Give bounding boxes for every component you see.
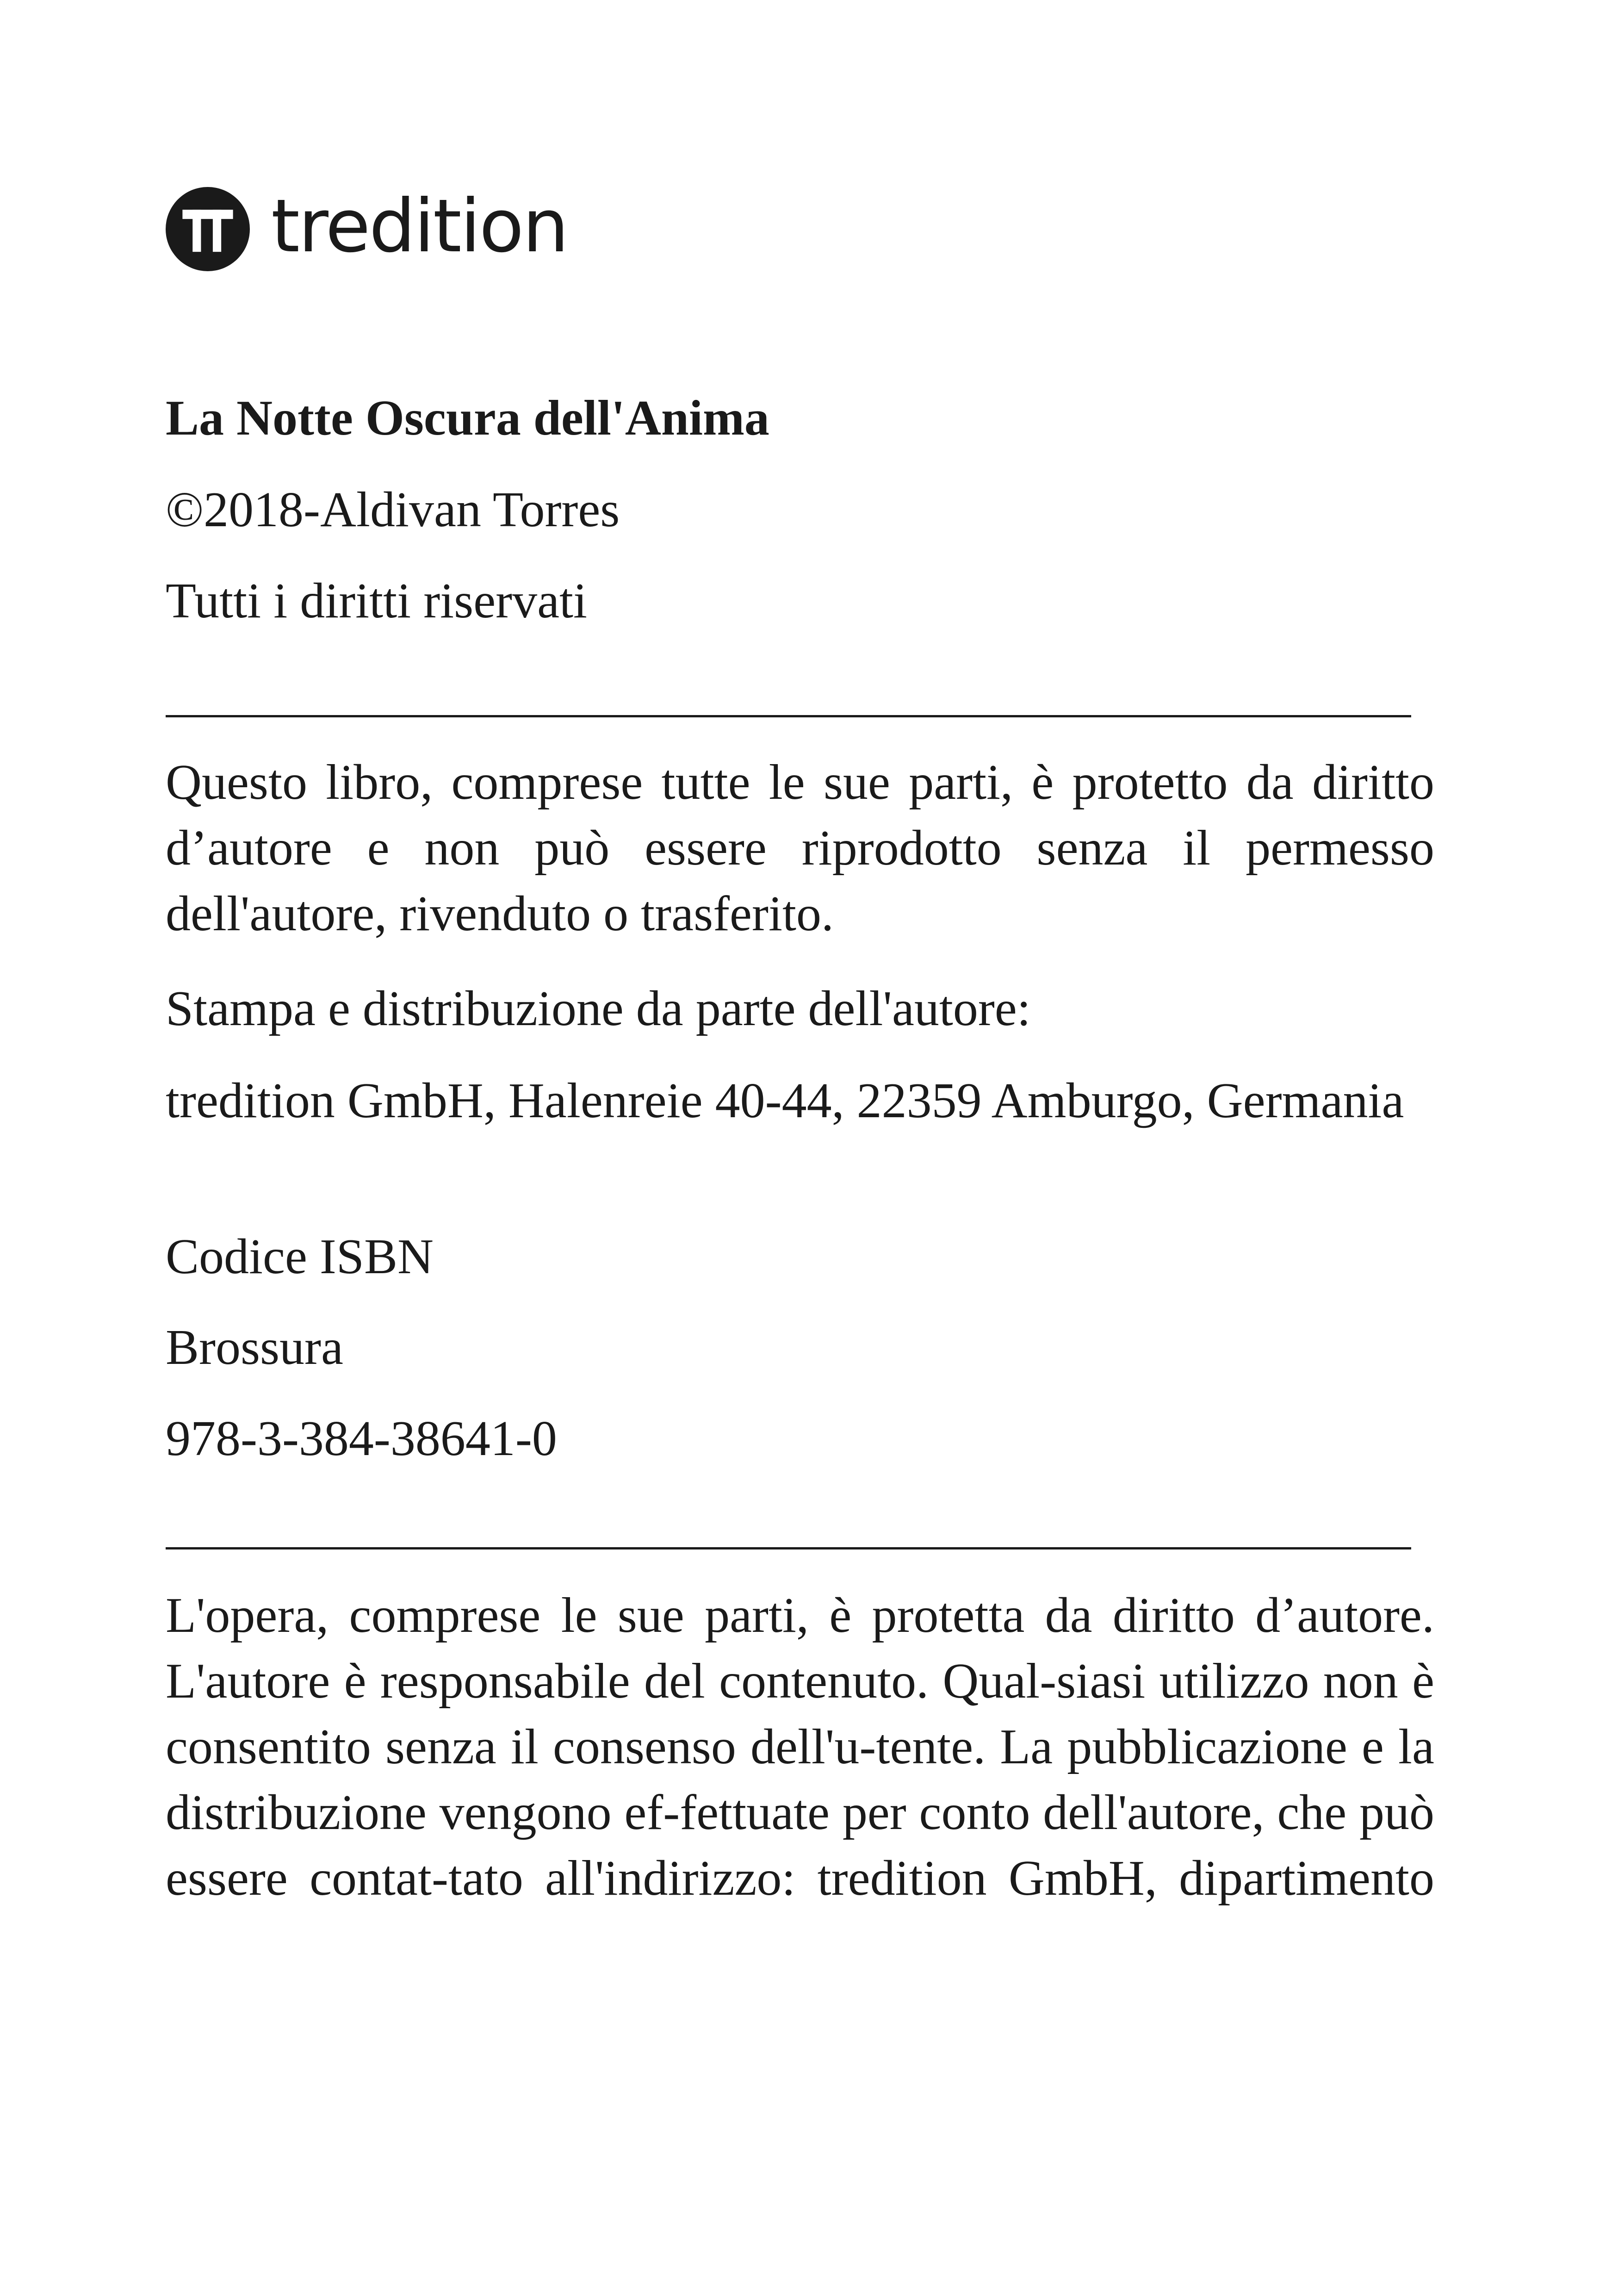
binding-format: Brossura (166, 1320, 343, 1375)
tredition-logo-icon (166, 187, 250, 271)
printer-address: tredition GmbH, Halenreie 40-44, 22359 Amburgo, Germania (166, 1073, 1404, 1128)
tredition-logo (166, 185, 568, 273)
book-title: La Notte Oscura dell'Anima (166, 391, 769, 446)
divider (166, 1547, 1411, 1549)
copyright-line: ©2018-Aldivan Torres (166, 482, 620, 537)
isbn-number: 978-3-384-38641-0 (166, 1411, 557, 1466)
printing-label: Stampa e distribuzione da parte dell'autore: (166, 981, 1031, 1036)
copyright-notice: Questo libro, comprese tutte le sue parti, è protetto da diritto d’autore e non può essere riprodotto senza il permesso dell'autore, rivenduto o trasferito. (166, 755, 1434, 941)
legal-notice: L'opera, comprese le sue parti, è protetta da diritto d’autore. L'autore è responsabile del contenuto. Qual-siasi utilizzo non è consentito senza il consenso dell'u-tente. La pubblicazione e la distribuzione vengono ef-fettuate per conto dell'autore, che può essere contat-tato all'indirizzo: tredition GmbH, dipartimento (166, 1588, 1434, 1906)
isbn-label: Codice ISBN (166, 1229, 434, 1284)
divider (166, 715, 1411, 717)
rights-line: Tutti i diritti riservati (166, 573, 588, 628)
logo-wordmark: tredition (271, 184, 568, 269)
